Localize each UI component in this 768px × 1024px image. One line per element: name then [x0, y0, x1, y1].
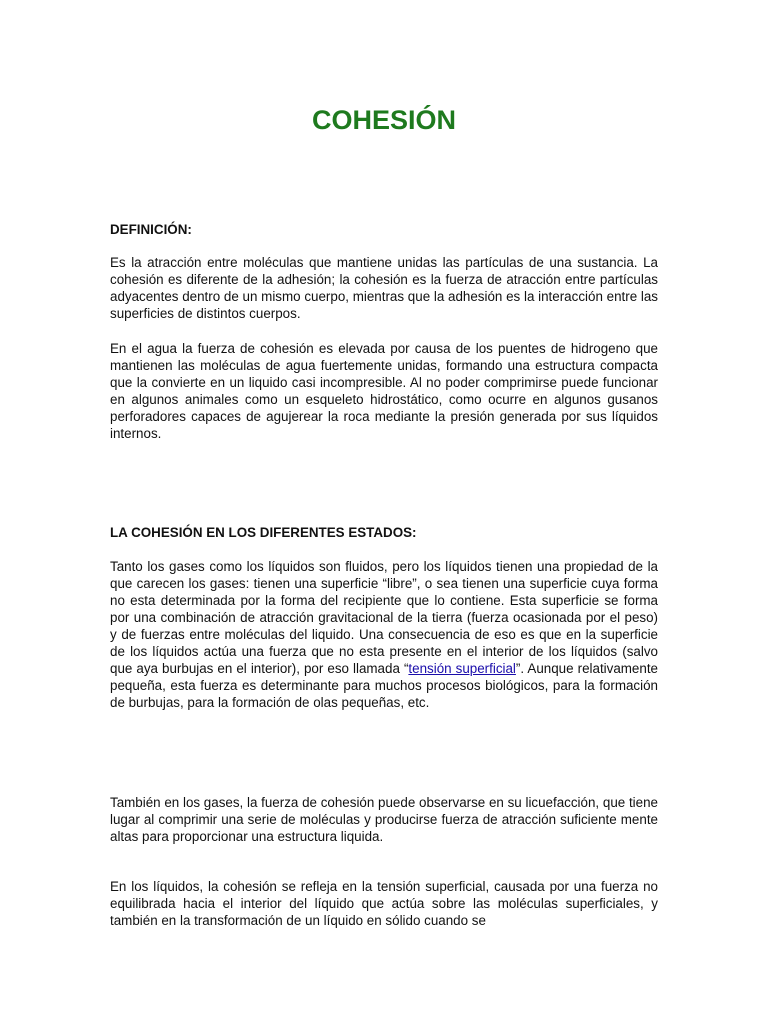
paragraph-definicion-2: En el agua la fuerza de cohesión es elevada por causa de los puentes de hidrogeno que mantienen las moléculas de agua fuertemente unidas, formando una estructura compacta que la convierte en un liquido casi incompresible. Al no poder comprimirse puede funcionar en algunos animales como un esqueleto hidrostático, como ocurre en algunos gusanos perforadores capaces de agujerear la roca mediante la presión generada por sus líquidos internos.	[110, 341, 658, 441]
section-heading-estados: LA COHESIÓN EN LOS DIFERENTES ESTADOS:	[110, 525, 417, 540]
paragraph-estados-1	[110, 558, 658, 711]
page-title: COHESIÓN	[311, 105, 457, 135]
paragraph-text: Tanto los gases como los líquidos son fluidos, pero los líquidos tienen una propiedad de la que carecen los gases: tienen una superficie “libre”, o sea tienen una superficie cuya forma no esta determinada por la forma del recipiente que lo contiene. Esta superficie se forma por una combinación de atracción gravitacional de la tierra (fuerza ocasionada por el peso) y de fuerzas entre moléculas del liquido. Una consecuencia de eso es que en la superficie de los líquidos actúa una fuerza que no esta presente en el interior de los líquidos (salvo que aya burbujas en el interior), por eso llamada “	[110, 559, 658, 676]
tension-superficial-link[interactable]: tensión superficial	[408, 661, 516, 676]
paragraph-gases-2: En los líquidos, la cohesión se refleja en la tensión superficial, causada por una fuerza no equilibrada hacia el interior del líquido que actúa sobre las moléculas superficiales, y también en la transformación de un líquido en sólido cuando se	[110, 879, 658, 928]
paragraph-text: ”. Aunque relativamente pequeña, esta fuerza es determinante para muchos procesos biológicos, para la formación de burbujas, para la formación de olas pequeñas, etc.	[110, 661, 658, 710]
paragraph-definicion-1: Es la atracción entre moléculas que mantiene unidas las partículas de una sustancia. La cohesión es diferente de la adhesión; la cohesión es la fuerza de atracción entre partículas adyacentes dentro de un mismo cuerpo, mientras que la adhesión es la interacción entre las superficies de distintos cuerpos.	[110, 255, 658, 321]
section-heading-definicion: DEFINICIÓN:	[110, 222, 192, 237]
paragraph-gases-1: También en los gases, la fuerza de cohesión puede observarse en su licuefacción, que tiene lugar al comprimir una serie de moléculas y producirse fuerza de atracción suficiente mente altas para proporcionar una estructura liquida.	[110, 795, 658, 844]
